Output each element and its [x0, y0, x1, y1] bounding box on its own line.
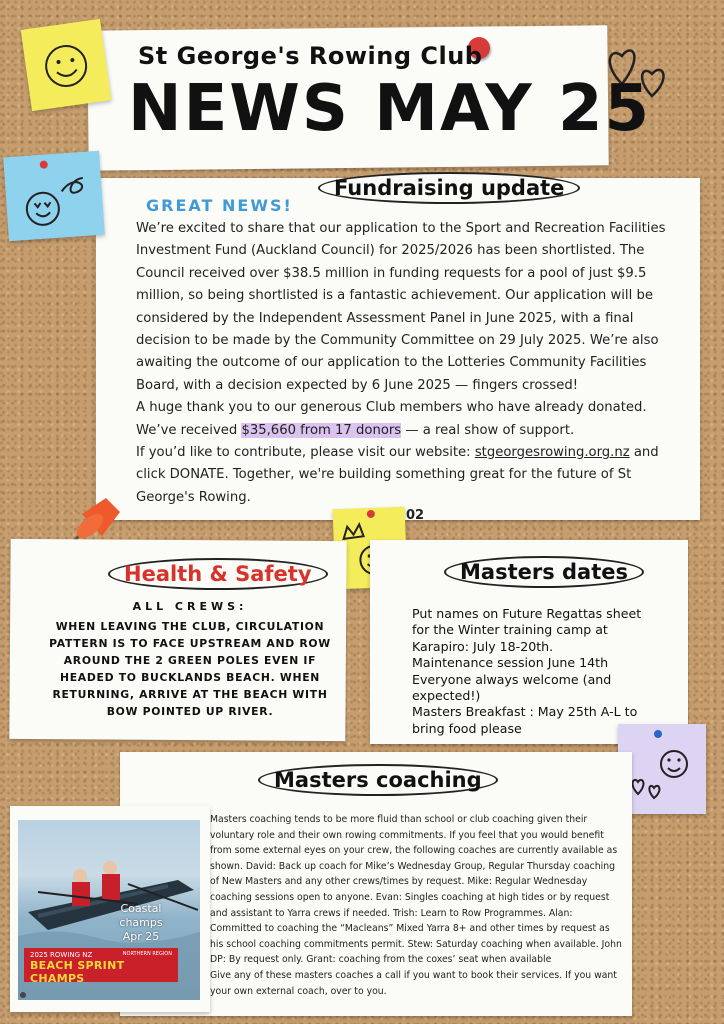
health-safety-subheading: ALL CREWS: [132, 600, 248, 613]
fundraising-paragraph-2 [136, 397, 684, 442]
masters-coaching-text [210, 812, 622, 999]
banner-small-text: 2025 ROWING NZ [30, 951, 93, 959]
masters-dates-list [412, 606, 644, 737]
beach-sprint-banner [24, 948, 178, 985]
masters-coaching-paragraph-2: Give any of these masters coaches a call if you want to book their services. If you want your own external coach, over to you. [210, 969, 617, 997]
fundraising-paragraph-2-prefix: A huge thank you to our generous Club members who have already donated. We’ve received [136, 400, 647, 438]
masters-coaching-paragraph: Masters coaching tends to be more fluid than school or club coaching given their voluntary role and their own rowing commitments. If you feel that you would benefit from some external eyes on your crew, the following coaches are currently available as shown. David: Back up coach for Mike’s Wednesday Group, Regular Thursday coaching of New Masters and any other crews/times by request. Mike: Regular Wednesday coaching sessions open to anyone. Evan: Singles coaching at high tides or by request and assistant to Yarra crews if needed. Trish: Learn to Row Programmes. Alan: Committed to coaching the “Macleans” Mixed Yarra 8+ and other times by request as his school coaching commitments permit. Stew: Saturday coaching when available. John DP: By request only. Grant: coaching from the coxes’ seat when available [210, 814, 622, 966]
page-title: NEWS MAY 25 [128, 72, 652, 146]
smiley-icon [21, 19, 112, 111]
fundraising-paragraph-2-suffix: — a real show of support. [401, 422, 575, 438]
fundraising-body [136, 218, 684, 509]
photo-corner-icon [20, 992, 26, 998]
masters-dates-heading: Masters dates [444, 556, 644, 588]
website-link[interactable]: stgeorgesrowing.org.nz [474, 445, 630, 461]
masters-dates-item: Masters Breakfast : May 25th A-L to bring food please [412, 704, 638, 736]
banner-tag-text: NORTHERN REGION [122, 951, 172, 957]
banner-big-text: BEACH SPRINT CHAMPS [30, 959, 125, 985]
health-safety-heading: Health & Safety [108, 558, 328, 590]
masters-dates-item: Maintenance session June 14th Everyone always welcome (and expected!) [412, 655, 612, 704]
rowing-photo [18, 820, 200, 1000]
page-number: 02 [406, 508, 425, 523]
yellow-sticky-note-smiley [21, 19, 112, 111]
fundraising-paragraph-3-suffix: and click DONATE. Together, we're building something great for the future of St George's Rowing. [136, 445, 659, 505]
club-name: St George's Rowing Club [138, 42, 483, 70]
blue-sticky-note [3, 151, 105, 241]
great-news-tag: GREAT NEWS! [146, 196, 293, 215]
fundraising-heading: Fundraising update [318, 172, 580, 204]
donation-highlight: $35,660 from 17 donors [241, 422, 402, 438]
fundraising-paragraph-1: We’re excited to share that our application to the Sport and Recreation Facilities Investment Fund (Auckland Council) for 2025/2026 has been shortlisted. The Council received over $38.5 million in funding requests for a pool of just $9.5 million, so being shortlisted is a fantastic achievement. Our application will be considered by the Independent Assessment Panel in June 2025, with a final decision to be made by the Community Committee on 29 July 2025. We’re also awaiting the outcome of our application to the Lotteries Community Facilities Board, with a decision expected by 6 June 2025 — fingers crossed! [136, 221, 666, 393]
love-smiley-icon [3, 151, 105, 241]
fundraising-paragraph-3 [136, 442, 684, 509]
fundraising-paragraph-3-prefix: If you’d like to contribute, please visit our website: [136, 445, 475, 461]
masters-coaching-heading: Masters coaching [258, 764, 498, 796]
photo-caption: Coastal champs Apr 25 [119, 902, 163, 943]
masters-dates-item: Put names on Future Regattas sheet for the Winter training camp at Karapiro: July 18-20th. [412, 606, 642, 654]
health-safety-text: WHEN LEAVING THE CLUB, CIRCULATION PATTERN IS TO FACE UPSTREAM AND ROW AROUND THE 2 GREEN POLES EVEN IF HEADED TO BUCKLANDS BEACH. WHEN RETURNING, ARRIVE AT THE BEACH WITH BOW POINTED UP RIVER. [49, 620, 331, 718]
